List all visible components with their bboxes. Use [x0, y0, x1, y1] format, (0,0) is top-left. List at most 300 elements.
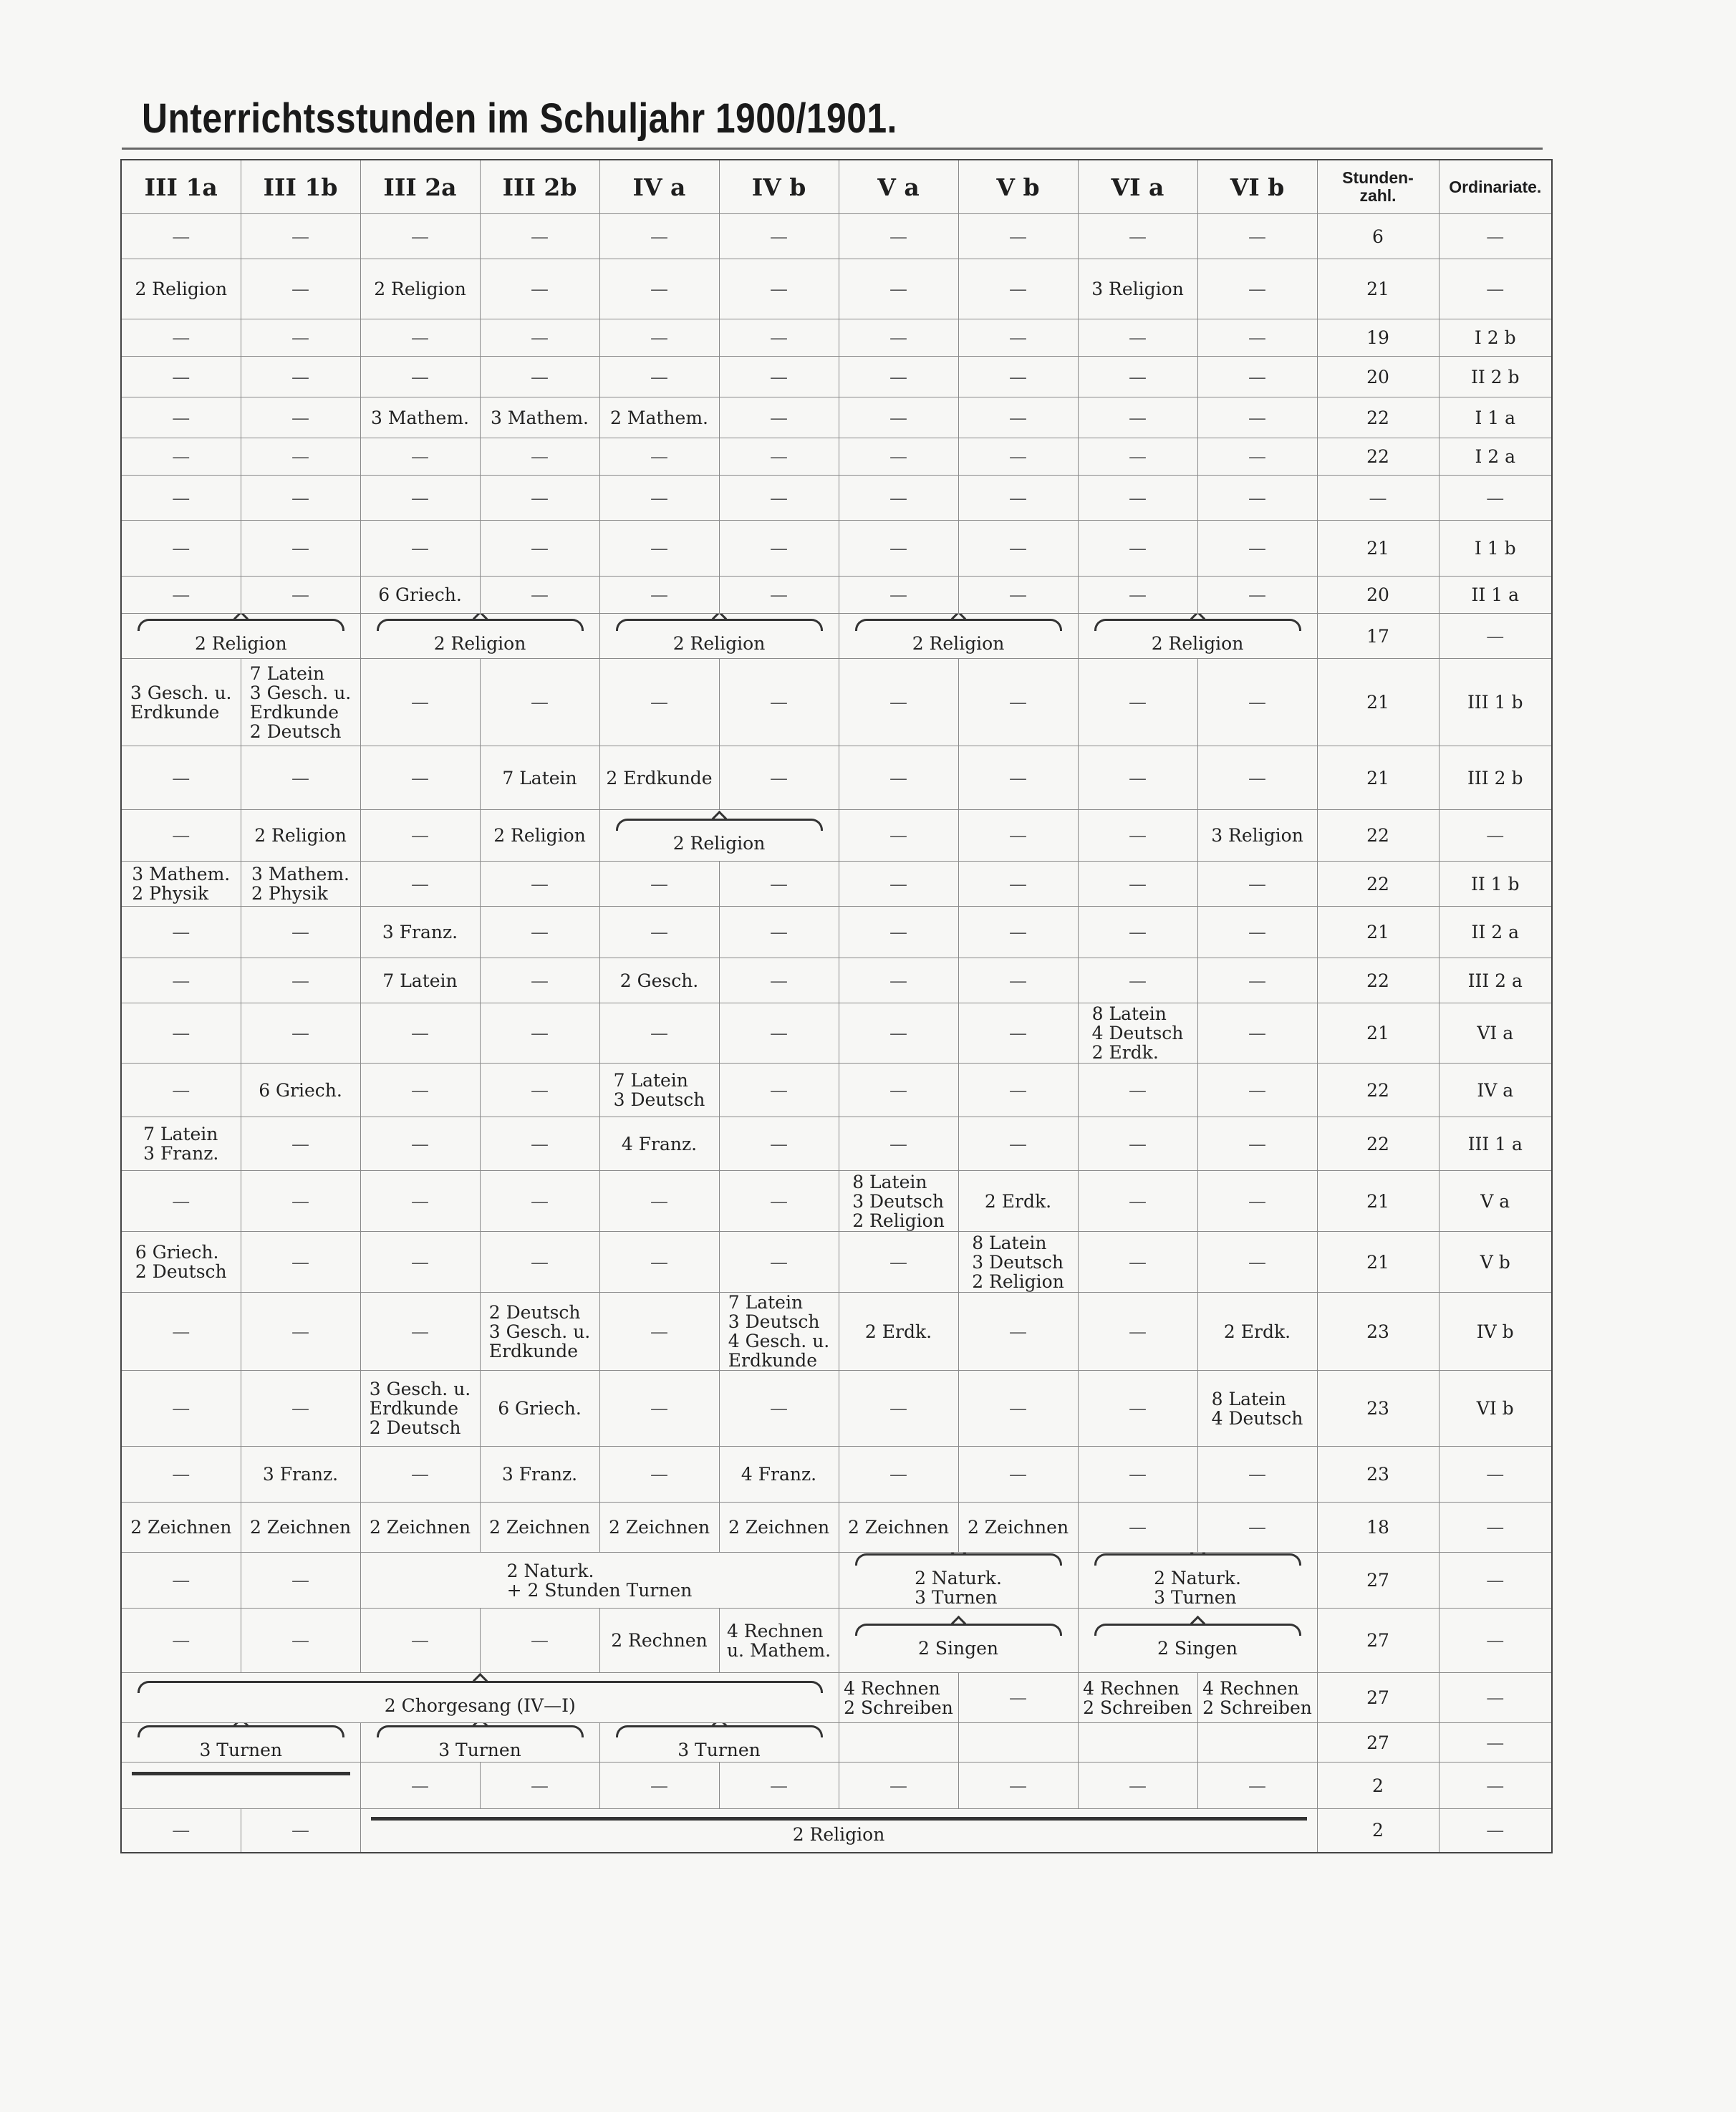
cell-text: 2 Singen [1157, 1637, 1238, 1659]
subject-cell [839, 357, 958, 397]
hours-cell [1317, 319, 1439, 357]
cell-text: — [770, 446, 788, 467]
cell-text: — [1009, 1687, 1027, 1708]
subject-cell [719, 1447, 839, 1503]
cell-text: — [1129, 970, 1147, 991]
subject-cell [360, 259, 480, 319]
subject-cell [719, 577, 839, 614]
cell-text: 2 Zeichnen [967, 1517, 1069, 1538]
cell-text: — [411, 1190, 429, 1212]
subject-cell [1078, 958, 1197, 1003]
cell-text: — [172, 1321, 191, 1342]
combined-subject-cell [839, 1553, 1078, 1609]
grouping-brace [138, 1681, 823, 1693]
subject-cell [719, 438, 839, 476]
cell-text: — [770, 1398, 788, 1419]
cell-text: — [531, 1190, 549, 1212]
cell-text: — [411, 446, 429, 467]
subject-cell [599, 577, 719, 614]
column-header: III 2a [360, 160, 480, 214]
column-header: Ordinariate. [1439, 160, 1552, 214]
cell-text: 7 Latein 3 Deutsch [613, 1070, 705, 1110]
table-row [121, 1371, 1552, 1447]
cell-text: 23 [1366, 1321, 1389, 1342]
cell-text: — [291, 538, 309, 559]
cell-text: — [172, 1464, 191, 1485]
subject-cell [1078, 746, 1197, 810]
cell-text: — [650, 487, 668, 508]
subject-cell [719, 1003, 839, 1064]
hours-cell [1317, 746, 1439, 810]
table-row [121, 476, 1552, 521]
cell-text: — [1248, 538, 1266, 559]
ordinariate-cell [1439, 614, 1552, 659]
table-row [121, 1117, 1552, 1171]
subject-cell [480, 397, 599, 438]
cell-text: 4 Rechnen 2 Schreiben [1083, 1677, 1192, 1718]
cell-text: 22 [1366, 1133, 1389, 1154]
cell-text: — [889, 1251, 907, 1273]
cell-text: — [770, 1079, 788, 1101]
cell-text: — [1009, 327, 1027, 348]
subject-cell [1197, 438, 1317, 476]
cell-text: — [650, 692, 668, 713]
subject-cell [360, 1171, 480, 1232]
subject-cell [719, 659, 839, 746]
subject-cell [599, 659, 719, 746]
cell-text: 2 Zeichnen [608, 1517, 710, 1538]
hours-cell [1317, 521, 1439, 577]
cell-text: — [650, 922, 668, 942]
subject-cell [1078, 1371, 1197, 1447]
cell-text: — [291, 279, 309, 299]
subject-cell [1078, 577, 1197, 614]
subject-cell [241, 1171, 360, 1232]
hours-cell [1317, 1064, 1439, 1117]
cell-text: 2 Erdk. [984, 1190, 1052, 1212]
subject-cell [121, 214, 241, 259]
cell-text: 7 Latein 3 Deutsch 4 Gesch. u. Erdkunde [728, 1292, 830, 1371]
cell-text: — [1248, 1079, 1266, 1101]
subject-cell [360, 521, 480, 577]
subject-cell [241, 521, 360, 577]
ordinariate-cell [1439, 1064, 1552, 1117]
subject-cell [360, 1763, 480, 1809]
cell-text: — [770, 1190, 788, 1212]
cell-text: 2 Religion [433, 633, 526, 654]
cell-text: — [889, 873, 907, 895]
column-header: III 1b [241, 160, 360, 214]
cell-text: V b [1480, 1251, 1510, 1273]
subject-cell [1197, 746, 1317, 810]
hours-cell [1317, 397, 1439, 438]
subject-cell [1197, 1117, 1317, 1171]
subject-cell [241, 1232, 360, 1293]
subject-cell [241, 438, 360, 476]
table-row [121, 862, 1552, 907]
cell-text: — [291, 1321, 309, 1342]
subject-cell [958, 1064, 1078, 1117]
subject-cell [241, 319, 360, 357]
cell-text: II 2 a [1471, 922, 1519, 942]
subject-cell [1078, 214, 1197, 259]
ordinariate-cell [1439, 659, 1552, 746]
table-row [121, 1503, 1552, 1553]
subject-cell [480, 1371, 599, 1447]
subject-cell [1197, 659, 1317, 746]
cell-text: — [411, 1251, 429, 1273]
cell-text: 3 Turnen [199, 1740, 283, 1760]
subject-cell [480, 862, 599, 907]
subject-cell [121, 259, 241, 319]
cell-text: — [291, 1133, 309, 1154]
cell-text: — [770, 1775, 788, 1796]
subject-cell [480, 1232, 599, 1293]
subject-cell [958, 907, 1078, 958]
cell-text: 6 [1372, 226, 1384, 247]
subject-cell [480, 1003, 599, 1064]
subject-cell [1197, 1232, 1317, 1293]
subject-cell [839, 1293, 958, 1371]
cell-text: 7 Latein 3 Gesch. u. Erdkunde 2 Deutsch [249, 662, 352, 742]
subject-cell [839, 1723, 958, 1763]
subject-cell [241, 958, 360, 1003]
cell-text: 2 Zeichnen [130, 1517, 232, 1538]
combined-subject-cell [599, 1723, 839, 1763]
subject-cell [839, 1447, 958, 1503]
cell-text: V a [1480, 1190, 1510, 1212]
subject-cell [1197, 958, 1317, 1003]
subject-cell [360, 397, 480, 438]
cell-text: 4 Franz. [741, 1464, 817, 1485]
cell-text: — [531, 327, 549, 348]
cell-text: — [172, 1570, 191, 1591]
combined-subject-cell [360, 1723, 599, 1763]
cell-text: — [1009, 873, 1027, 895]
cell-text: — [770, 327, 788, 348]
subject-cell [480, 659, 599, 746]
subject-cell [839, 214, 958, 259]
cell-text: — [1129, 538, 1147, 559]
cell-text: — [531, 1630, 549, 1651]
cell-text: 3 Turnen [677, 1740, 761, 1760]
cell-text: — [770, 970, 788, 991]
cell-text: — [411, 1023, 429, 1043]
cell-text: — [531, 873, 549, 895]
cell-text: — [1009, 922, 1027, 942]
cell-text: — [1009, 970, 1027, 991]
ordinariate-cell [1439, 1117, 1552, 1171]
subject-cell [958, 810, 1078, 862]
subject-cell [480, 357, 599, 397]
cell-text: — [1486, 625, 1505, 647]
ordinariate-cell [1439, 958, 1552, 1003]
cell-text: — [650, 366, 668, 387]
subject-cell [480, 1064, 599, 1117]
cell-text: 2 Religion [194, 633, 287, 654]
cell-text: 18 [1366, 1517, 1389, 1538]
subject-cell [1078, 1117, 1197, 1171]
ordinariate-cell [1439, 521, 1552, 577]
subject-cell [599, 862, 719, 907]
cell-text: 3 Mathem. [491, 407, 589, 428]
cell-text: — [172, 487, 191, 508]
subject-cell [1197, 1293, 1317, 1371]
cell-text: — [411, 327, 429, 348]
cell-text: 7 Latein [502, 767, 577, 789]
cell-text: — [291, 1398, 309, 1419]
cell-text: — [291, 327, 309, 348]
ordinariate-cell [1439, 1171, 1552, 1232]
cell-text: 8 Latein 3 Deutsch 2 Religion [852, 1171, 945, 1231]
cell-text: 3 Mathem. [371, 407, 469, 428]
subject-cell [599, 319, 719, 357]
cell-text: — [1248, 407, 1266, 428]
subject-cell [480, 1447, 599, 1503]
subject-cell [719, 1117, 839, 1171]
subject-cell [599, 1447, 719, 1503]
subject-cell [480, 319, 599, 357]
title-rule [122, 148, 1543, 150]
hours-cell [1317, 1232, 1439, 1293]
table-row [121, 810, 1552, 862]
cell-text: — [531, 1079, 549, 1101]
cell-text: — [1129, 1464, 1147, 1485]
subject-cell [1078, 357, 1197, 397]
subject-cell [599, 1293, 719, 1371]
subject-cell [121, 810, 241, 862]
subject-cell [1078, 862, 1197, 907]
cell-text: III 1 a [1467, 1133, 1523, 1154]
cell-text: 4 Rechnen 2 Schreiben [844, 1677, 953, 1718]
subject-cell [360, 1371, 480, 1447]
cell-text: — [889, 1079, 907, 1101]
cell-text: — [411, 1133, 429, 1154]
subject-cell [599, 1003, 719, 1064]
cell-text: — [291, 1251, 309, 1273]
hours-cell [1317, 907, 1439, 958]
subject-cell [1078, 1064, 1197, 1117]
table-row [121, 1723, 1552, 1763]
subject-cell [839, 659, 958, 746]
subject-cell [599, 1371, 719, 1447]
column-header: IV a [599, 160, 719, 214]
subject-cell [480, 810, 599, 862]
subject-cell [719, 1371, 839, 1447]
cell-text: 2 Mathem. [610, 407, 708, 428]
subject-cell [958, 259, 1078, 319]
subject-cell [360, 659, 480, 746]
column-header: Stunden- zahl. [1317, 160, 1439, 214]
cell-text: — [411, 487, 429, 508]
subject-cell [599, 1064, 719, 1117]
subject-cell [241, 357, 360, 397]
table-row [121, 1003, 1552, 1064]
table-row [121, 958, 1552, 1003]
subject-cell [1197, 476, 1317, 521]
grouping-brace [855, 1624, 1062, 1636]
cell-text: — [1129, 1190, 1147, 1212]
cell-text: — [1486, 825, 1505, 846]
subject-cell [360, 577, 480, 614]
subject-cell [241, 810, 360, 862]
subject-cell [839, 862, 958, 907]
subject-cell [360, 476, 480, 521]
cell-text: 2 Singen [918, 1637, 998, 1659]
ordinariate-cell [1439, 214, 1552, 259]
table-body [121, 214, 1552, 1853]
subject-cell [241, 397, 360, 438]
cell-text: — [172, 446, 191, 467]
cell-text: 21 [1366, 279, 1389, 299]
combined-subject-cell [360, 1809, 1317, 1853]
subject-cell [719, 746, 839, 810]
schedule-table [120, 159, 1553, 1853]
subject-cell [1078, 1763, 1197, 1809]
cell-text: — [650, 1023, 668, 1043]
cell-text: — [291, 487, 309, 508]
table-row [121, 1763, 1552, 1809]
cell-text: — [889, 279, 907, 299]
combined-subject-cell [839, 614, 1078, 659]
subject-cell [599, 357, 719, 397]
cell-text: — [650, 327, 668, 348]
cell-text: II 1 a [1471, 584, 1519, 605]
cell-text: 2 Rechnen [611, 1630, 708, 1651]
subject-cell [719, 958, 839, 1003]
subject-cell [958, 521, 1078, 577]
table-row [121, 1293, 1552, 1371]
ordinariate-cell [1439, 1447, 1552, 1503]
subject-cell [839, 438, 958, 476]
cell-text: 22 [1366, 825, 1389, 846]
combined-subject-cell [360, 614, 599, 659]
subject-cell [958, 862, 1078, 907]
cell-text: II 1 b [1470, 873, 1520, 895]
table-row [121, 1232, 1552, 1293]
cell-text: — [172, 327, 191, 348]
table-row [121, 319, 1552, 357]
subject-cell [958, 214, 1078, 259]
subject-cell [360, 214, 480, 259]
cell-text: — [172, 407, 191, 428]
subject-cell [241, 259, 360, 319]
ordinariate-cell [1439, 810, 1552, 862]
cell-text: — [411, 366, 429, 387]
subject-cell [1078, 1503, 1197, 1553]
subject-cell [958, 958, 1078, 1003]
subject-cell [121, 1809, 241, 1853]
column-header: III 1a [121, 160, 241, 214]
table-row [121, 1609, 1552, 1673]
ordinariate-cell [1439, 907, 1552, 958]
subject-cell [599, 1503, 719, 1553]
subject-cell [480, 907, 599, 958]
cell-text: — [531, 366, 549, 387]
subject-cell [839, 1171, 958, 1232]
subject-cell [360, 1232, 480, 1293]
cell-text: 8 Latein 4 Deutsch [1211, 1388, 1303, 1429]
cell-text: 20 [1366, 366, 1389, 387]
subject-cell [958, 1232, 1078, 1293]
subject-cell [121, 1609, 241, 1673]
subject-cell [480, 577, 599, 614]
subject-cell [360, 862, 480, 907]
combined-subject-cell [599, 810, 839, 862]
cell-text: — [1129, 1517, 1147, 1538]
subject-cell [360, 810, 480, 862]
cell-text: — [531, 487, 549, 508]
column-header: VI a [1078, 160, 1197, 214]
subject-cell [121, 577, 241, 614]
cell-text: 2 Religion [1151, 633, 1244, 654]
subject-cell [241, 1503, 360, 1553]
subject-cell [1078, 1003, 1197, 1064]
cell-text: — [531, 584, 549, 605]
table-row [121, 1809, 1552, 1853]
hours-cell [1317, 1171, 1439, 1232]
cell-text: — [531, 1775, 549, 1796]
cell-text: — [889, 767, 907, 789]
subject-cell [839, 958, 958, 1003]
subject-cell [360, 1293, 480, 1371]
cell-text: — [1129, 692, 1147, 713]
cell-text: 2 Religion [672, 633, 766, 654]
hours-cell [1317, 214, 1439, 259]
subject-cell [599, 1171, 719, 1232]
hours-cell [1317, 1371, 1439, 1447]
cell-text: — [1009, 1079, 1027, 1101]
subject-cell [480, 259, 599, 319]
hours-cell [1317, 1609, 1439, 1673]
cell-text: 2 Naturk. 3 Turnen [1154, 1568, 1241, 1608]
subject-cell [719, 1763, 839, 1809]
ordinariate-cell [1439, 577, 1552, 614]
ordinariate-cell [1439, 1723, 1552, 1763]
cell-text: — [291, 1023, 309, 1043]
column-header: III 2b [480, 160, 599, 214]
subject-cell [958, 1117, 1078, 1171]
subject-cell [599, 214, 719, 259]
subject-cell [121, 1171, 241, 1232]
subject-cell [839, 810, 958, 862]
subject-cell [121, 907, 241, 958]
cell-text: 3 Franz. [262, 1464, 339, 1485]
hours-cell [1317, 1293, 1439, 1371]
cell-text: I 1 a [1475, 407, 1516, 428]
cell-text: — [172, 1190, 191, 1212]
cell-text: 2 Zeichnen [847, 1517, 950, 1538]
subject-cell [719, 907, 839, 958]
hours-cell [1317, 1503, 1439, 1553]
cell-text: — [889, 692, 907, 713]
subject-cell [480, 214, 599, 259]
cell-text: — [650, 1321, 668, 1342]
cell-text: — [650, 1775, 668, 1796]
subject-cell [958, 357, 1078, 397]
cell-text: — [770, 538, 788, 559]
table-row [121, 1553, 1552, 1609]
ordinariate-cell [1439, 1293, 1552, 1371]
hours-cell [1317, 259, 1439, 319]
cell-text: 3 Religion [1091, 279, 1184, 299]
cell-text: — [1129, 922, 1147, 942]
cell-text: — [531, 922, 549, 942]
cell-text: — [1486, 226, 1505, 247]
ordinariate-cell [1439, 1371, 1552, 1447]
ordinariate-cell [1439, 259, 1552, 319]
cell-text: 6 Griech. 2 Deutsch [135, 1242, 227, 1282]
